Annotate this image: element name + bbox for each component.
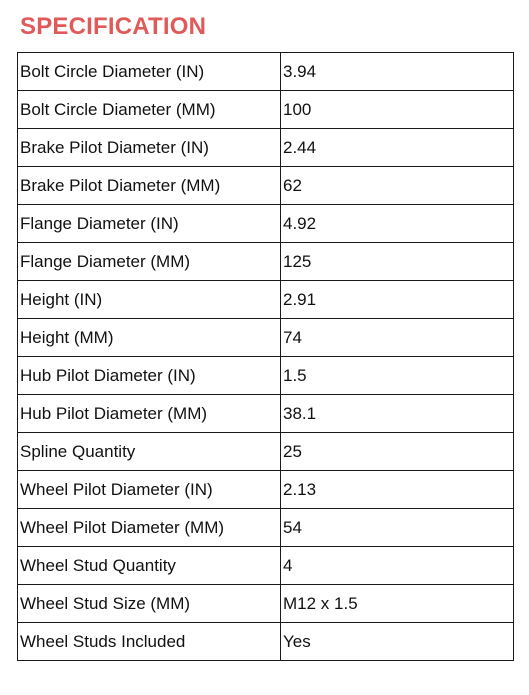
table-row bbox=[18, 167, 514, 205]
spec-value: 2.13 bbox=[281, 471, 514, 509]
table-row bbox=[18, 243, 514, 281]
spec-value: 62 bbox=[281, 167, 514, 205]
spec-name: Height (IN) bbox=[18, 281, 281, 319]
spec-value: 100 bbox=[281, 91, 514, 129]
spec-value: 2.91 bbox=[281, 281, 514, 319]
table-row bbox=[18, 205, 514, 243]
spec-value: 4 bbox=[281, 547, 514, 585]
spec-value: 25 bbox=[281, 433, 514, 471]
spec-name: Hub Pilot Diameter (MM) bbox=[18, 395, 281, 433]
spec-name: Flange Diameter (IN) bbox=[18, 205, 281, 243]
spec-name: Brake Pilot Diameter (MM) bbox=[18, 167, 281, 205]
spec-value: 54 bbox=[281, 509, 514, 547]
spec-name: Flange Diameter (MM) bbox=[18, 243, 281, 281]
spec-value: 4.92 bbox=[281, 205, 514, 243]
table-row bbox=[18, 357, 514, 395]
table-row bbox=[18, 547, 514, 585]
spec-table bbox=[17, 52, 514, 661]
spec-heading: SPECIFICATION bbox=[20, 13, 207, 40]
spec-name: Wheel Stud Size (MM) bbox=[18, 585, 281, 623]
spec-value: 2.44 bbox=[281, 129, 514, 167]
table-row bbox=[18, 91, 514, 129]
table-row bbox=[18, 281, 514, 319]
table-row bbox=[18, 319, 514, 357]
table-row bbox=[18, 395, 514, 433]
spec-value: 1.5 bbox=[281, 357, 514, 395]
table-row bbox=[18, 471, 514, 509]
table-row bbox=[18, 585, 514, 623]
spec-name: Wheel Pilot Diameter (MM) bbox=[18, 509, 281, 547]
spec-value: 125 bbox=[281, 243, 514, 281]
spec-value: Yes bbox=[281, 623, 514, 661]
spec-value: 38.1 bbox=[281, 395, 514, 433]
table-row bbox=[18, 129, 514, 167]
spec-name: Hub Pilot Diameter (IN) bbox=[18, 357, 281, 395]
table-row bbox=[18, 623, 514, 661]
spec-value: 74 bbox=[281, 319, 514, 357]
spec-name: Wheel Pilot Diameter (IN) bbox=[18, 471, 281, 509]
spec-name: Bolt Circle Diameter (IN) bbox=[18, 53, 281, 91]
spec-name: Spline Quantity bbox=[18, 433, 281, 471]
spec-name: Height (MM) bbox=[18, 319, 281, 357]
table-row bbox=[18, 433, 514, 471]
spec-name: Bolt Circle Diameter (MM) bbox=[18, 91, 281, 129]
spec-name: Brake Pilot Diameter (IN) bbox=[18, 129, 281, 167]
spec-value: 3.94 bbox=[281, 53, 514, 91]
spec-name: Wheel Stud Quantity bbox=[18, 547, 281, 585]
spec-name: Wheel Studs Included bbox=[18, 623, 281, 661]
table-row bbox=[18, 509, 514, 547]
spec-value: M12 x 1.5 bbox=[281, 585, 514, 623]
table-row bbox=[18, 53, 514, 91]
